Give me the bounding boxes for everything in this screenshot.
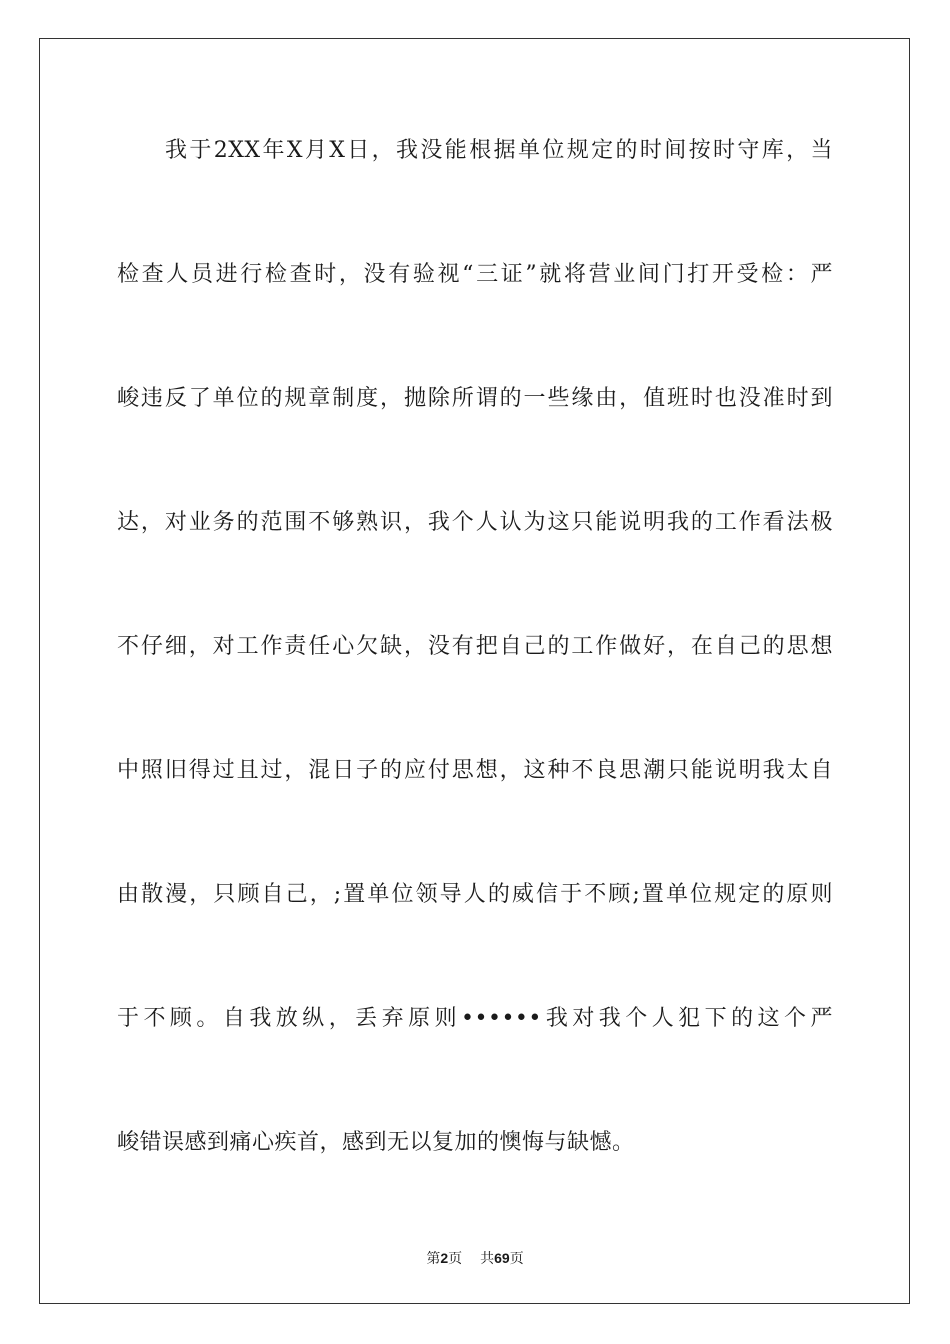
- paragraph-line-4: 达，对业务的范围不够熟识，我个人认为这只能说明我的工作看法极: [117, 510, 833, 535]
- paragraph-line-8: 于不顾。自我放纵，丢弃原则••••••我对我个人犯下的这个严: [117, 1006, 833, 1031]
- paragraph-line-2: 检查人员进行检查时，没有验视“三证”就将营业间门打开受检：严: [117, 262, 833, 287]
- paragraph-line-7: 由散漫，只顾自己，;置单位领导人的威信于不顾;置单位规定的原则: [117, 882, 833, 907]
- total-prefix: 共: [480, 1251, 495, 1267]
- paragraph-line-1: 我于2XX年X月X日，我没能根据单位规定的时间按时守库，当: [165, 138, 833, 163]
- paragraph-line-5: 不仔细，对工作责任心欠缺，没有把自己的工作做好，在自己的思想: [117, 634, 833, 659]
- document-body: [117, 128, 833, 1244]
- paragraph-line-3: 峻违反了单位的规章制度，抛除所谓的一些缘由，值班时也没准时到: [117, 386, 833, 411]
- page-prefix: 第: [426, 1251, 441, 1267]
- paragraph-line-6: 中照旧得过且过，混日子的应付思想，这种不良思潮只能说明我太自: [117, 758, 833, 783]
- paragraph-line-9: 峻错误感到痛心疾首，感到无以复加的懊悔与缺憾。: [117, 1130, 635, 1155]
- total-pages: 69: [494, 1250, 510, 1266]
- page-footer: [0, 1248, 950, 1269]
- page-number: 2: [440, 1250, 449, 1266]
- page-suffix: 页: [448, 1251, 463, 1267]
- total-suffix: 页: [509, 1251, 524, 1267]
